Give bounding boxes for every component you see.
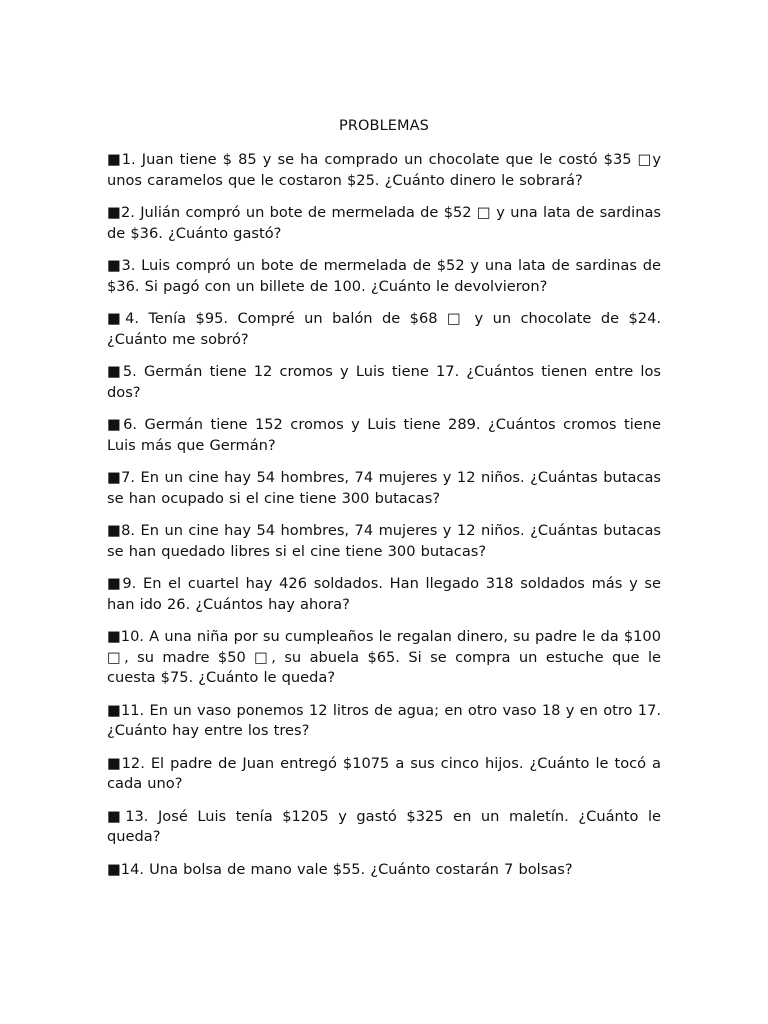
problem-item-7: ■7. En un cine hay 54 hombres, 74 mujeres y 12 niños. ¿Cuántas butacas se han ocupado si el cine tiene 300 butacas? (107, 469, 661, 507)
problem-item-5: ■5. Germán tiene 12 cromos y Luis tiene 17. ¿Cuántos tienen entre los dos? (107, 363, 661, 401)
problem-list (107, 150, 661, 892)
problem-item-10: ■10. A una niña por su cumpleaños le regalan dinero, su padre le da $100 □, su madre $50 □, su abuela $65. Si se compra un estuche que le cuesta $75. ¿Cuánto le queda? (107, 628, 661, 686)
problem-item-13: ■13. José Luis tenía $1205 y gastó $325 en un maletín. ¿Cuánto le queda? (107, 807, 661, 845)
problem-item-12: ■12. El padre de Juan entregó $1075 a sus cinco hijos. ¿Cuánto le tocó a cada uno? (107, 754, 661, 792)
problem-item-8: ■8. En un cine hay 54 hombres, 74 mujeres y 12 niños. ¿Cuántas butacas se han quedado libres si el cine tiene 300 butacas? (107, 522, 661, 560)
problem-item-14: ■14. Una bolsa de mano vale $55. ¿Cuánto costarán 7 bolsas? (107, 860, 573, 878)
problem-item-11: ■11. En un vaso ponemos 12 litros de agua; en otro vaso 18 y en otro 17. ¿Cuánto hay entre los tres? (107, 701, 661, 739)
problem-item-6: ■6. Germán tiene 152 cromos y Luis tiene 289. ¿Cuántos cromos tiene Luis más que Germán? (107, 416, 661, 454)
problem-item-9: ■9. En el cuartel hay 426 soldados. Han llegado 318 soldados más y se han ido 26. ¿Cuántos hay ahora? (107, 575, 661, 613)
problem-item-4: ■4. Tenía $95. Compré un balón de $68 □ y un chocolate de $24. ¿Cuánto me sobró? (107, 310, 661, 348)
problem-item-2: ■2. Julián compró un bote de mermelada de $52 □ y una lata de sardinas de $36. ¿Cuánto gastó? (107, 204, 661, 242)
page-title: PROBLEMAS (339, 118, 429, 134)
problem-item-1: ■1. Juan tiene $ 85 y se ha comprado un chocolate que le costó $35 □y unos caramelos que le costaron $25. ¿Cuánto dinero le sobrará? (107, 151, 661, 189)
problem-item-3: ■3. Luis compró un bote de mermelada de $52 y una lata de sardinas de $36. Si pagó con un billete de 100. ¿Cuánto le devolvieron? (107, 257, 661, 295)
